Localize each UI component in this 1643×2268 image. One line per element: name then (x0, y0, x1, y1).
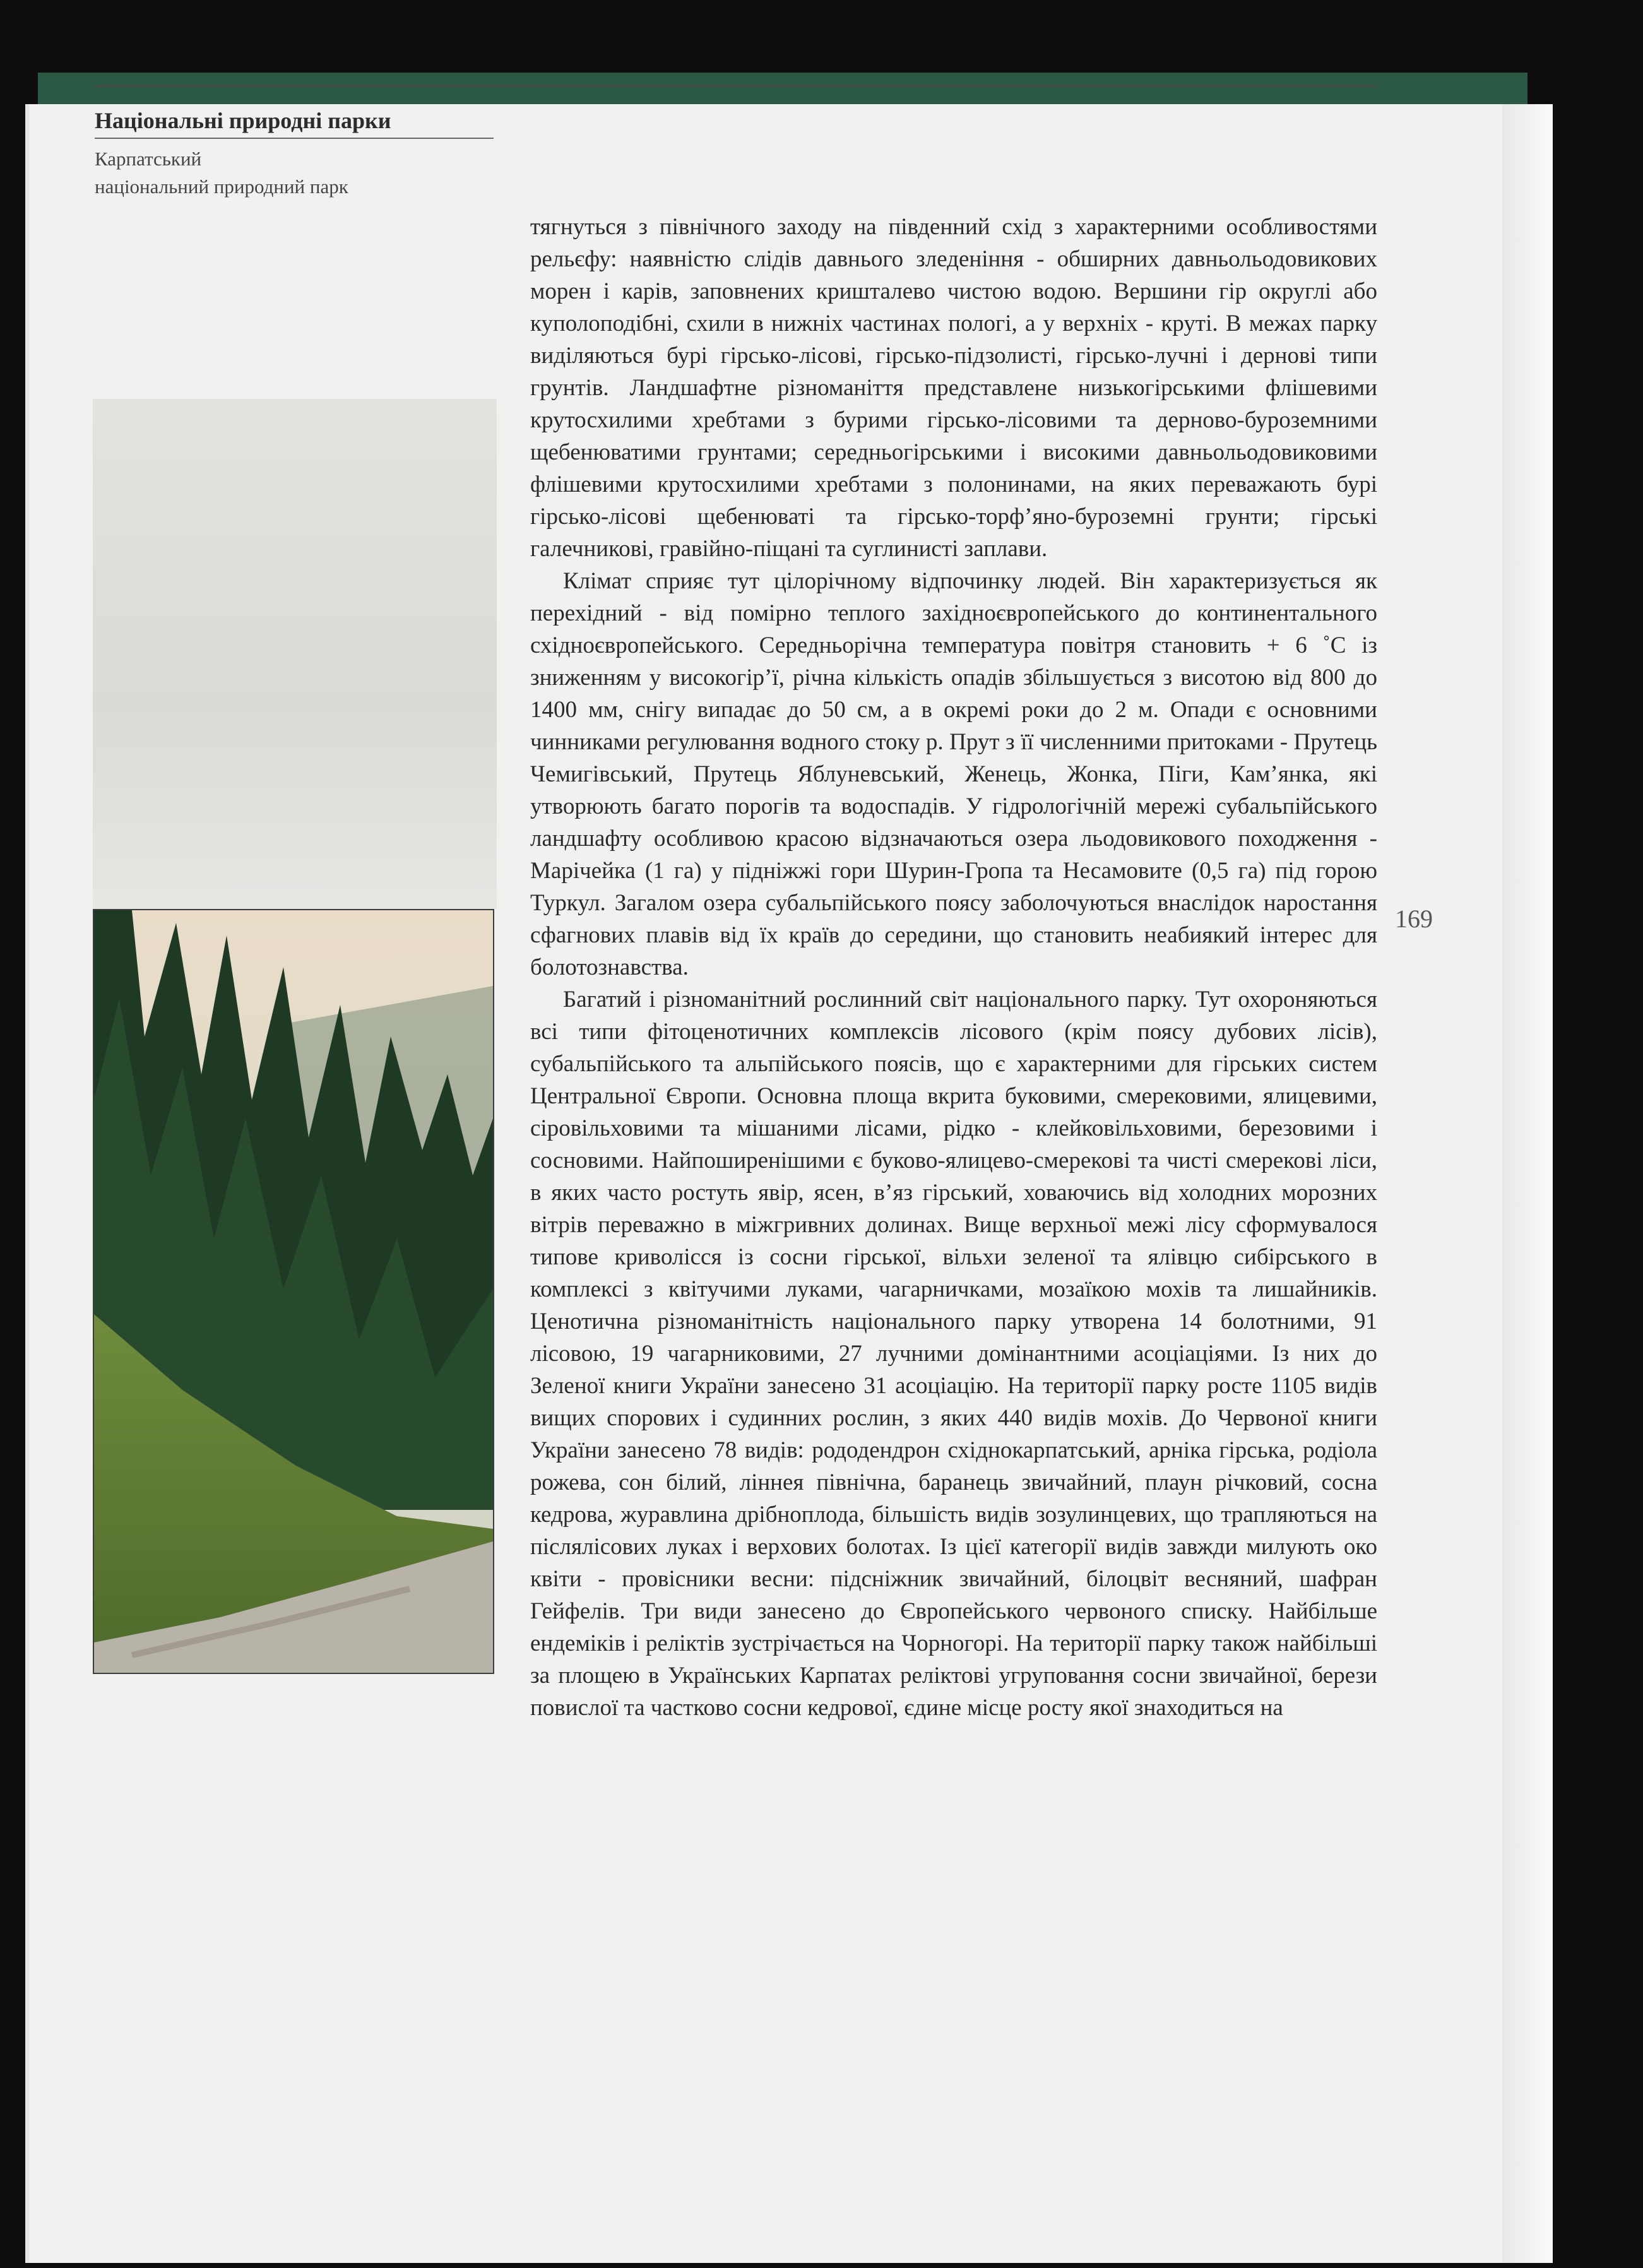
subtitle-line-1: Карпатський (95, 148, 202, 170)
header-rule (95, 85, 1376, 87)
paragraph-1: тягнуться з північного заходу на південний схід з характерними особливостями рельєфу: наявністю слідів давнього зледеніння - обширних давньольодовикових морен і карів, заповнених кришталево чистою водою. Вершини гір округлі або куполоподібні, схили в нижніх частинах пологі, а у верхніх - круті. В межах парку виділяються бурі гірсько-лісові, гірсько-підзолисті, гірсько-лучні і дернові типи грунтів. Ландшафтне різноманіття представлене низькогірськими флішевими крутосхилими хребтами з бурими гірсько-лісовими та дерново-буроземними щебенюватими грунтами; середньогірськими і високими давньольодовиковими флішевими крутосхилими хребтами з полонинами, на яких переважають бурі гірсько-лісові щебенюваті та гірсько-торф’яно-буроземні грунти; гірські галечникові, гравійно-піщані та суглинисті заплави. (530, 214, 1377, 562)
article-body (530, 211, 1377, 1724)
forest-photo-icon (94, 910, 493, 1673)
paragraph-3: Багатий і різноманітний рослинний світ національного парку. Тут охороняються всі типи фітоценотичних комплексів лісового (крім поясу дубових лісів), субальпійського та альпійського поясів, що є характерними для гірських систем Центральної Європи. Основна площа вкрита буковими, смерековими, ялицевими, сіровільховими та мішаними лісами, рідко - клейковільховими, березовими і сосновими. Найпоширенішими є буково-ялицево-смерекові та чисті смерекові ліси, в яких часто ростуть явір, ясен, в’яз гірський, ховаючись від холодних морозних вітрів переважно в міжгривних долинах. Вище верхньої межі лісу сформувалося типове криволісся із сосни гірської, вільхи зеленої та ялівцю сибірського в комплексі з квітучими луками, чагарничками, мозаїкою мохів та лишайників. Ценотична різноманітність національного парку утворена 14 болотними, 91 лісовою, 19 чагарниковими, 27 лучними домінантними асоціаціями. Із них до Зеленої книги України занесено 31 асоціацію. На території парку росте 1105 видів вищих спорових і судинних рослин, з яких 440 видів мохів. До Червоної книги України занесено 78 видів: рододендрон східнокарпатський, арніка гірська, родіола рожева, сон білий, ліннея північна, баранець звичайний, плаун річковий, сосна кедрова, журавлина дрібноплода, більшість видів зозулинцевих, що трапляються на післялісових луках і верхових болотах. Із цієї категорії видів завжди милують око квіти - провісники весни: підсніжник звичайний, білоцвіт весняний, шафран Гейфелів. Три види занесено до Європейського червоного списку. Найбільше ендеміків і реліктів зустрічається на Чорногорі. На території парку також найбільші за площею в Українських Карпатах реліктові угруповання сосни звичайної, берези повислої та частково сосни кедрової, єдине місце росту якої знаходиться на (530, 987, 1377, 1721)
section-title: Національні природні парки (95, 108, 391, 133)
section-rule (95, 138, 494, 139)
forest-photo (93, 909, 494, 1674)
subtitle-line-2: національний природний парк (95, 175, 348, 198)
faded-photo-area (93, 399, 497, 909)
page-number: 169 (1395, 905, 1433, 933)
park-subtitle (95, 145, 348, 201)
paragraph-2: Клімат сприяє тут цілорічному відпочинку людей. Він характеризується як перехідний - від помірно теплого західноєвропейського до континентального східноєвропейського. Середньорічна температура повітря становить + 6 ˚С із зниженням у високогір’ї, річна кількість опадів збільшується з висотою від 800 до 1400 мм, снігу випадає до 50 см, а в окремі роки до 2 м. Опади є основними чинниками регулювання водного стоку р. Прут з її численними притоками - Прутець Чемигівський, Прутець Яблуневський, Женець, Жонка, Піги, Кам’янка, які утворюють багато порогів та водоспадів. У гідрологічній мережі субальпійського ландшафту особливою красою відзначаються озера льодовикового походження - Марічейка (1 га) у підніжжі гори Шурин-Гропа та Несамовите (0,5 га) під горою Туркул. Загалом озера субальпійського поясу заболочуються внаслідок наростання сфагнових плавів від їх країв до середини, що становить неабиякий інтерес для болотознавства. (530, 568, 1377, 980)
page-edge (1502, 104, 1553, 2263)
